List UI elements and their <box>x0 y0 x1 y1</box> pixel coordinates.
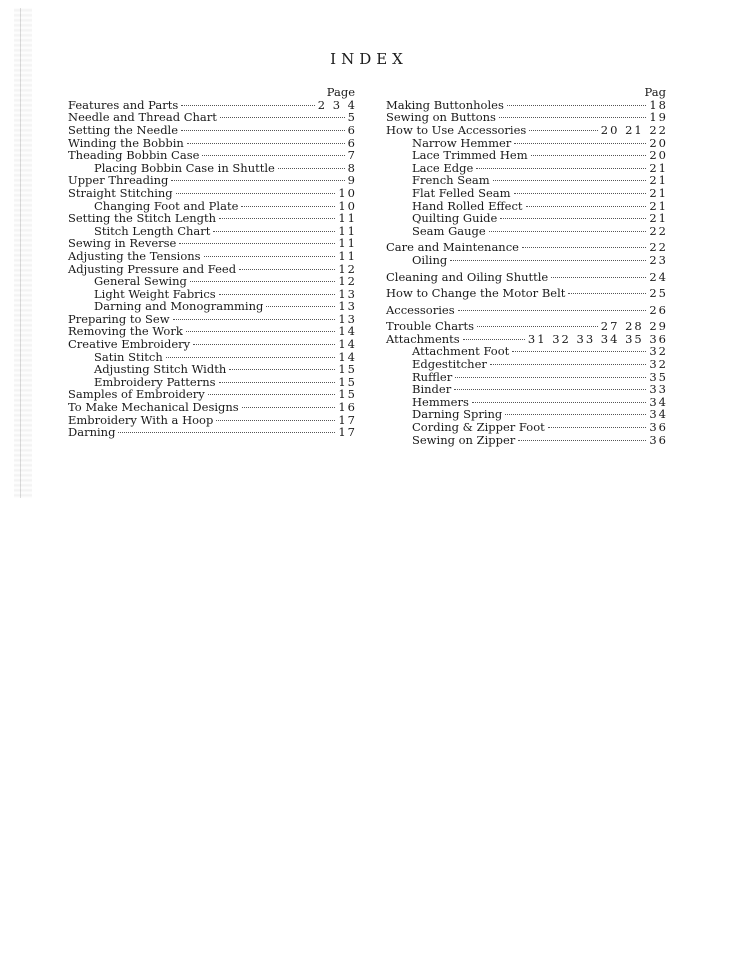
entry-page-number: 20 <box>649 135 668 150</box>
page-column-header-left: Page <box>326 85 355 99</box>
entry-label: Ruffler <box>412 369 453 384</box>
entry-label: Trouble Charts <box>386 319 475 334</box>
entry-label: Setting the Needle <box>68 122 179 137</box>
entry-label: Accessories <box>386 302 455 317</box>
entry-page-number: 8 <box>347 160 357 175</box>
entry-page-number: 12 <box>338 261 357 276</box>
entry-label: How to Use Accessories <box>386 122 527 137</box>
index-entry <box>386 304 666 317</box>
entry-label: Hand Rolled Effect <box>412 198 523 213</box>
dot-leader <box>241 206 335 207</box>
dot-leader <box>514 143 646 144</box>
index-entry <box>68 212 355 225</box>
entry-page-number: 32 <box>649 357 668 372</box>
entry-label: Seam Gauge <box>412 223 486 238</box>
entry-label: Samples of Embroidery <box>68 387 205 402</box>
entry-label: Flat Felled Seam <box>412 185 511 200</box>
entry-label: Setting the Stitch Length <box>68 211 217 226</box>
entry-label: Preparing to Sew <box>68 311 170 326</box>
index-entry <box>386 320 666 333</box>
dot-leader <box>229 369 335 370</box>
entry-page-number: 16 <box>338 400 357 415</box>
entry-label: Theading Bobbin Case <box>68 148 200 163</box>
entry-page-number: 15 <box>338 362 357 377</box>
entry-page-number: 14 <box>338 324 357 339</box>
entry-page-number: 31 32 33 34 35 36 <box>527 331 668 346</box>
index-subentry <box>386 187 666 200</box>
entry-page-number: 15 <box>338 387 357 402</box>
dot-leader <box>454 389 646 390</box>
dot-leader <box>518 440 646 441</box>
entry-label: Darning Spring <box>412 407 503 422</box>
dot-leader <box>455 377 646 378</box>
dot-leader <box>171 180 344 181</box>
entry-page-number: 36 <box>649 432 668 447</box>
entry-label: General Sewing <box>94 274 187 289</box>
index-entry <box>68 426 355 439</box>
dot-leader <box>507 105 647 106</box>
dot-leader <box>493 180 647 181</box>
index-subentry <box>68 363 355 376</box>
entry-page-number: 12 <box>338 274 357 289</box>
entry-label: Embroidery Patterns <box>94 374 216 389</box>
index-entry <box>68 124 355 137</box>
dot-leader <box>512 351 646 352</box>
entry-label: Making Buttonholes <box>386 97 504 112</box>
index-subentry <box>386 383 666 396</box>
dot-leader <box>193 344 335 345</box>
entry-label: Cleaning and Oiling Shuttle <box>386 269 549 284</box>
dot-leader <box>526 206 647 207</box>
dot-leader <box>190 281 335 282</box>
dot-leader <box>514 193 647 194</box>
dot-leader <box>266 306 335 307</box>
entry-label: Attachments <box>386 331 460 346</box>
entry-label: Sewing on Buttons <box>386 110 496 125</box>
page-binding-edge <box>14 8 32 498</box>
index-title: INDEX <box>330 50 408 68</box>
index-entry <box>68 401 355 414</box>
entry-label: Lace Trimmed Hem <box>412 148 528 163</box>
entry-label: Adjusting Pressure and Feed <box>68 261 237 276</box>
entry-page-number: 17 <box>338 412 357 427</box>
index-subentry <box>386 149 666 162</box>
entry-page-number: 34 <box>649 407 668 422</box>
entry-label: Embroidery With a Hoop <box>68 412 214 427</box>
entry-page-number: 35 <box>649 369 668 384</box>
dot-leader <box>522 247 646 248</box>
entry-label: How to Change the Motor Belt <box>386 286 566 301</box>
entry-page-number: 11 <box>338 236 357 251</box>
entry-page-number: 34 <box>649 394 668 409</box>
entry-label: Adjusting the Tensions <box>68 248 201 263</box>
dot-leader <box>208 394 336 395</box>
entry-page-number: 13 <box>338 311 357 326</box>
entry-label: Creative Embroidery <box>68 337 191 352</box>
index-subentry <box>386 212 666 225</box>
entry-page-number: 33 <box>649 382 668 397</box>
dot-leader <box>181 105 314 106</box>
entry-page-number: 11 <box>338 248 357 263</box>
dot-leader <box>173 319 336 320</box>
dot-leader <box>242 407 336 408</box>
dot-leader <box>505 414 646 415</box>
entry-page-number: 21 <box>649 198 668 213</box>
dot-leader <box>463 339 525 340</box>
dot-leader <box>239 269 335 270</box>
entry-label: Adjusting Stitch Width <box>94 362 227 377</box>
entry-page-number: 6 <box>347 122 357 137</box>
entry-label: Narrow Hemmer <box>412 135 512 150</box>
entry-label: Hemmers <box>412 394 469 409</box>
entry-page-number: 10 <box>338 198 357 213</box>
entry-page-number: 21 <box>649 160 668 175</box>
entry-label: Darning <box>68 425 116 440</box>
dot-leader <box>568 293 646 294</box>
entry-page-number: 27 28 29 <box>600 319 668 334</box>
entry-label: Sewing in Reverse <box>68 236 177 251</box>
index-entry <box>386 124 666 137</box>
dot-leader <box>204 256 336 257</box>
index-entry <box>386 271 666 284</box>
entry-page-number: 15 <box>338 374 357 389</box>
dot-leader <box>531 155 647 156</box>
dot-leader <box>219 382 336 383</box>
entry-page-number: 11 <box>338 211 357 226</box>
dot-leader <box>179 243 335 244</box>
entry-page-number: 7 <box>347 148 357 163</box>
dot-leader <box>500 218 646 219</box>
entry-page-number: 11 <box>338 223 357 238</box>
entry-page-number: 36 <box>649 420 668 435</box>
entry-page-number: 24 <box>649 269 668 284</box>
dot-leader <box>489 231 647 232</box>
index-subentry <box>386 225 666 238</box>
dot-leader <box>548 427 647 428</box>
dot-leader <box>186 331 336 332</box>
entry-label: Upper Threading <box>68 173 169 188</box>
dot-leader <box>202 155 344 156</box>
entry-label: To Make Mechanical Designs <box>68 400 239 415</box>
entry-label: Features and Parts <box>68 97 179 112</box>
index-entry <box>68 149 355 162</box>
dot-leader <box>551 277 646 278</box>
dot-leader <box>176 193 336 194</box>
entry-page-number: 26 <box>649 302 668 317</box>
entry-label: Attachment Foot <box>412 344 510 359</box>
index-entry <box>386 287 666 300</box>
entry-page-number: 22 <box>649 240 668 255</box>
index-subentry <box>386 358 666 371</box>
dot-leader <box>216 420 335 421</box>
dot-leader <box>476 168 646 169</box>
entry-label: Light Weight Fabrics <box>94 286 216 301</box>
dot-leader <box>220 117 345 118</box>
entry-label: Lace Edge <box>412 160 474 175</box>
entry-page-number: 6 <box>347 135 357 150</box>
index-entry <box>68 338 355 351</box>
entry-label: Sewing on Zipper <box>412 432 516 447</box>
index-subentry <box>386 434 666 447</box>
entry-label: Satin Stitch <box>94 349 163 364</box>
entry-page-number: 20 <box>649 148 668 163</box>
entry-page-number: 18 <box>649 97 668 112</box>
dot-leader <box>166 357 336 358</box>
entry-page-number: 14 <box>338 349 357 364</box>
dot-leader <box>219 294 336 295</box>
dot-leader <box>118 432 335 433</box>
dot-leader <box>499 117 646 118</box>
entry-page-number: 21 <box>649 173 668 188</box>
entry-page-number: 17 <box>338 425 357 440</box>
page-column-header-right: Pag <box>644 86 666 99</box>
entry-page-number: 9 <box>347 173 357 188</box>
entry-page-number: 19 <box>649 110 668 125</box>
index-entry-list-right <box>386 99 666 446</box>
entry-label: Darning and Monogramming <box>94 299 264 314</box>
entry-page-number: 21 <box>649 185 668 200</box>
entry-label: French Seam <box>412 173 490 188</box>
dot-leader <box>472 402 647 403</box>
entry-label: Changing Foot and Plate <box>94 198 239 213</box>
dot-leader <box>213 231 335 232</box>
dot-leader <box>477 326 598 327</box>
entry-page-number: 22 <box>649 223 668 238</box>
dot-leader <box>458 310 647 311</box>
index-subentry <box>386 254 666 267</box>
entry-label: Cording & Zipper Foot <box>412 420 545 435</box>
entry-label: Removing the Work <box>68 324 183 339</box>
dot-leader <box>278 168 345 169</box>
dot-leader <box>181 130 345 131</box>
index-subentry <box>68 300 355 313</box>
entry-page-number: 13 <box>338 299 357 314</box>
index-left-column <box>68 86 355 439</box>
entry-page-number: 23 <box>649 252 668 267</box>
entry-page-number: 13 <box>338 286 357 301</box>
dot-leader <box>187 143 345 144</box>
entry-page-number: 20 21 22 <box>600 122 668 137</box>
entry-label: Oiling <box>412 252 448 267</box>
entry-page-number: 32 <box>649 344 668 359</box>
entry-page-number: 5 <box>347 110 357 125</box>
index-right-column <box>386 86 666 446</box>
index-subentry <box>386 421 666 434</box>
dot-leader <box>529 130 597 131</box>
entry-label: Binder <box>412 382 452 397</box>
index-entry <box>68 187 355 200</box>
entry-label: Placing Bobbin Case in Shuttle <box>94 160 275 175</box>
dot-leader <box>490 364 646 365</box>
entry-label: Stitch Length Chart <box>94 223 211 238</box>
entry-page-number: 14 <box>338 337 357 352</box>
entry-page-number: 25 <box>649 286 668 301</box>
entry-label: Quilting Guide <box>412 211 498 226</box>
entry-label: Winding the Bobbin <box>68 135 184 150</box>
entry-page-number: 2 3 4 <box>317 97 357 112</box>
entry-page-number: 10 <box>338 185 357 200</box>
entry-page-number: 21 <box>649 211 668 226</box>
index-entry-list-left <box>68 99 355 439</box>
index-subentry <box>68 275 355 288</box>
entry-label: Needle and Thread Chart <box>68 110 217 125</box>
index-entry <box>68 250 355 263</box>
entry-label: Edgestitcher <box>412 357 487 372</box>
entry-label: Straight Stitching <box>68 185 173 200</box>
entry-label: Care and Maintenance <box>386 240 519 255</box>
dot-leader <box>219 218 335 219</box>
dot-leader <box>450 260 646 261</box>
